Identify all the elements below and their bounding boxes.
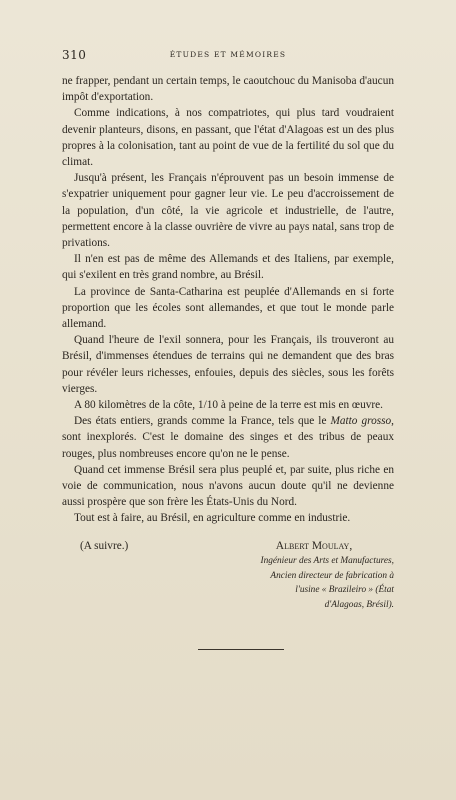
running-title: ÉTUDES ET MÉMOIRES [169, 50, 287, 59]
paragraph-continuation: ne frapper, pendant un certain temps, le caoutchouc du Manisoba d'aucun impôt d'exportation. [62, 75, 394, 104]
author-title-line: Ingénieur des Arts et Manufactures, [260, 556, 394, 566]
author-title-line: Ancien directeur de fabrication à [270, 570, 394, 581]
paragraph-bresil-peuple: Quand cet immense Brésil sera plus peuplé et, par suite, plus riche en voie de communication, nous n'avons aucun doute qu'il ne devienne aussi prospère que son frère les États-Unis du Nord. [62, 463, 394, 509]
body-text [62, 73, 394, 527]
paragraph-exil: Quand l'heure de l'exil sonnera, pour les Français, ils trouveront au Brésil, d'immenses étendues de terrains qui ne demandent que des bras pour révéler leurs richesses, enfouies, depuis des siècles, sous les forêts vierges. [62, 334, 394, 395]
paragraph-matto-grosso [62, 413, 394, 462]
paragraph-tout-a-faire: Tout est à faire, au Brésil, en agriculture comme en industrie. [74, 512, 351, 525]
page-header [62, 48, 394, 64]
author-title-line: l'usine « Brazileiro » (État [295, 585, 394, 595]
author-title-line: d'Alagoas, Brésil). [324, 599, 394, 610]
page-number: 310 [62, 48, 87, 62]
matto-grosso-italic: Matto grosso [330, 415, 392, 428]
author-name: Albert Moulay, [275, 540, 353, 552]
to-be-continued: (A suivre.) [80, 540, 129, 552]
paragraph-santa-catharina: La province de Santa-Catharina est peuplée d'Allemands en si forte proportion que les écoles sont allemandes, et que tout le monde parle allemand. [62, 285, 394, 331]
matto-before: Des états entiers, grands comme la France, tels que le [74, 415, 331, 428]
paragraph-indications: Comme indications, à nos compatriotes, qui plus tard voudraient devenir planteurs, disons, en passant, que l'état d'Alagoas est un des plus propres à la colonisation, tant au point de vue de la fertilité du sol que du climat. [62, 107, 394, 169]
matto-after: , sont inexplorés. C'est le domaine des singes et des tribus de peaux rouges, plus nombreuses encore qu'on ne le pense. [62, 415, 394, 460]
signature-block [222, 538, 394, 612]
closing-block [62, 536, 394, 626]
paragraph-kilometres: A 80 kilomètres de la côte, 1/10 à peine de la terre est mis en œuvre. [74, 399, 383, 412]
paragraph-expatriation: Jusqu'à présent, les Français n'éprouvent pas un besoin immense de s'expatrier uniquement pour gagner leur vie. Le peu d'accroissement de la population, d'un côté, la vie agricole et industrielle, de l'autre, permettent encore à la classe ouvrière de vivre au pays natal, sans trop de privations. [62, 172, 394, 250]
end-rule [198, 649, 284, 650]
paragraph-allemands-italiens: Il n'en est pas de même des Allemands et des Italiens, par exemple, qui s'exilent en très grand nombre, au Brésil. [62, 253, 394, 282]
